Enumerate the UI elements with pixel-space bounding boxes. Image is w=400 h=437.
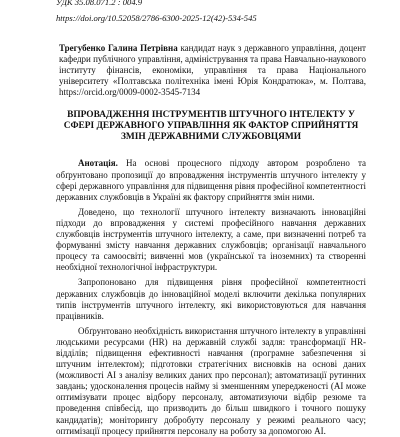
abstract xyxy=(56,158,366,436)
abstract-label: Анотація. xyxy=(78,158,118,169)
author-details: кандидат наук з державного управління, доцент кафедри публічного управління, адміністрування та права Навчально-наукового інституту фінансів, економіки, управління та права Національного університету «Полтавська політехніка імені Юрія Кондратюка», м. Полтава, https://orcid.org/0009-0002-3545-7134 xyxy=(59,43,366,98)
author-name: Трегубенко Галина Петрівна xyxy=(59,43,178,53)
abstract-paragraph: Запропоновано для підвищення рівня професійної компетентності державних службовців до інноваційної моделі включити декілька популярних типів інструментів штучного інтелекту, які використовуються для навчання працівників. xyxy=(56,277,366,321)
abstract-paragraph: Обґрунтовано необхідність використання штучного інтелекту в управлінні людськими ресурсами (HR) на державній службі задля: трансформації HR-відділів; підвищення ефективності навчання (програмне забезпечення зі штучним інтелектом); підготовки стратегічних висновків на основі даних (можливості AI з аналізу великих даних про персонал); автоматизації рутинних завдань; удосконалення процесів найму зі зменшенням упередженості (AI може оптимізувати процес відбору персоналу, автоматизуючи відбір резюме та проведення співбесід, що призводить до більш швидкого і точного пошуку кандидатів); моніторингу добробуту персоналу у режимі реального часу; оптимізації процесу прийняття персоналу на роботу за допомогою AI. xyxy=(56,325,366,436)
udc-code: УДК 35.08.071.2 : 004.9 xyxy=(56,0,143,7)
paper-title: ВПРОВАДЖЕННЯ ІНСТРУМЕНТІВ ШТУЧНОГО ІНТЕЛЕКТУ У СФЕРІ ДЕРЖАВНОГО УПРАВЛІННЯ ЯК ФАКТОР СПРИЙНЯТТЯ ЗМІН ДЕРЖАВНИМИ СЛУЖБОВЦЯМИ xyxy=(63,110,359,143)
doi-link[interactable]: https://doi.org/10.52058/2786-6300-2025-12(42)-534-545 xyxy=(56,13,257,23)
author-block xyxy=(56,43,366,98)
abstract-paragraph: Доведено, що технології штучного інтелекту визначають інноваційні підходи до впровадження у системі професійного навчання державних службовців інструментів штучного інтелекту, а саме, при визначенні потреб та формуванні змісту навчання державних службовців; організації навчального процесу та самоосвіті; вивченні мов (української та іноземних) та створенні необхідної технологічної інфраструктури. xyxy=(56,206,366,273)
abstract-paragraph: Анотація. На основі процесного підходу автором розроблено та обґрунтовано пропозиції до впровадження інструментів штучного інтелекту у сфері державного управління для підвищення рівня професійної компетентності державних службовців в Україні як фактору сприйняття змін ними. xyxy=(56,158,366,202)
